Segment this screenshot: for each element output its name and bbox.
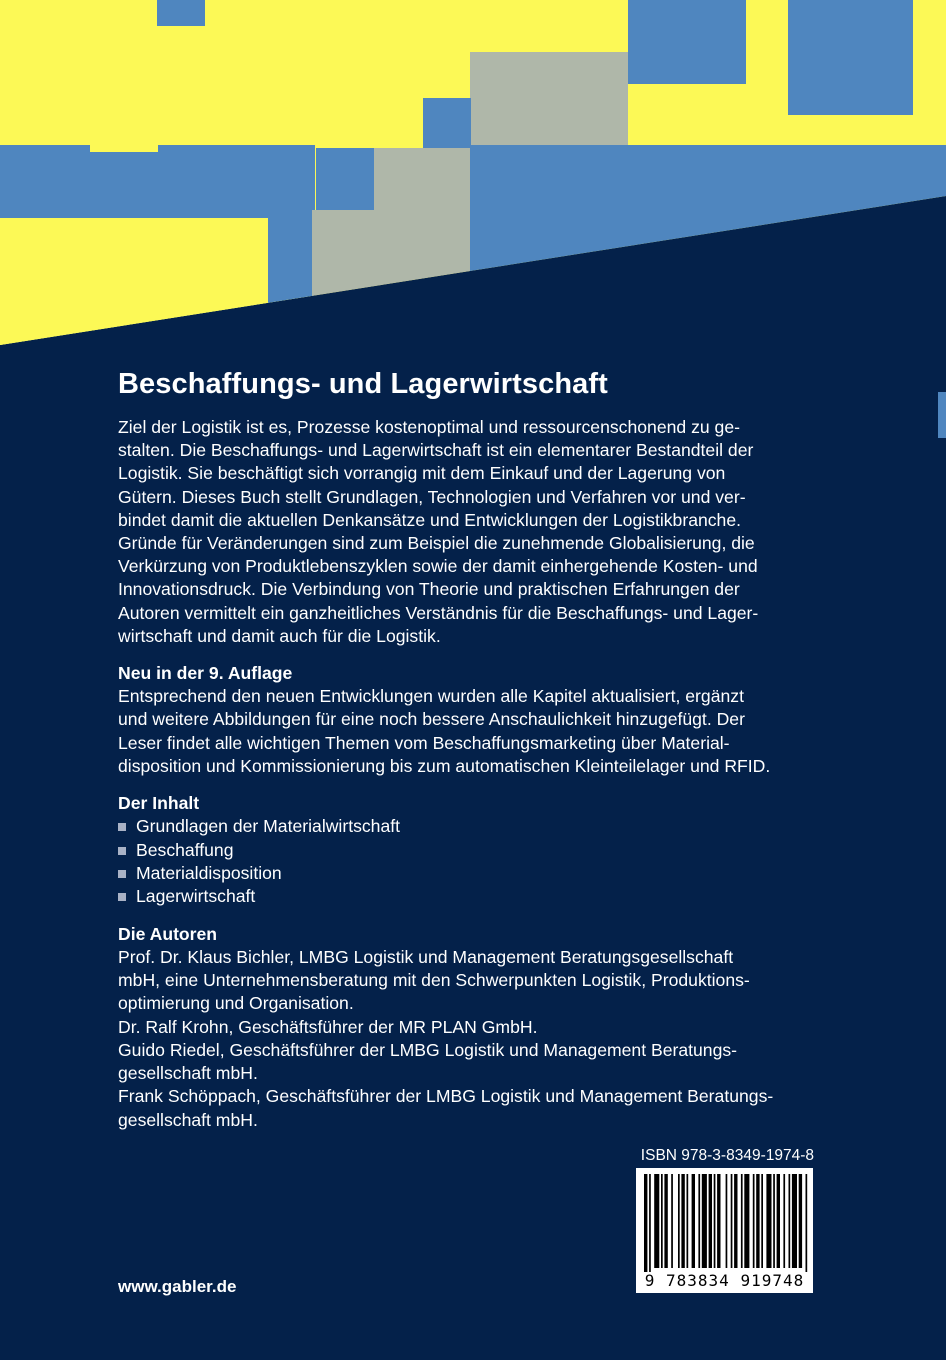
list-item (118, 885, 818, 908)
cover-text (118, 366, 818, 1132)
barcode-bar (702, 1174, 707, 1268)
barcode-bar (806, 1174, 808, 1272)
barcode-bar (709, 1174, 712, 1268)
list-item (118, 839, 818, 862)
authors-line: mbH, eine Unternehmensberatung mit den Schwerpunkten Logistik, Produktions- (118, 970, 750, 991)
barcode-bar (698, 1174, 700, 1268)
barcode-bar (766, 1174, 771, 1268)
mosaic-blue-mid (423, 98, 471, 150)
authors-line: Frank Schöppach, Geschäftsführer der LMBG Logistik und Management Beratungs- (118, 1086, 774, 1107)
list-item (118, 862, 818, 885)
list-item-label: Grundlagen der Materialwirtschaft (136, 816, 401, 837)
book-title: Beschaffungs- und Lagerwirtschaft (118, 368, 608, 400)
intro-line: Gütern. Dieses Buch stellt Grundlagen, Technologien und Verfahren vor und ver- (118, 486, 746, 507)
new-edition-line: Leser findet alle wichtigen Themen vom Beschaffungsmarketing über Material- (118, 732, 730, 753)
new-edition-section (118, 662, 818, 778)
barcode-bar (783, 1174, 785, 1268)
barcode-bar (734, 1174, 737, 1268)
barcode (636, 1168, 813, 1293)
barcode-bars (636, 1168, 813, 1272)
mosaic-yellow-left (90, 82, 158, 152)
mosaic-gray-upper (470, 52, 628, 152)
barcode-bar (731, 1174, 733, 1268)
barcode-bar (777, 1174, 780, 1268)
barcode-bar (792, 1174, 797, 1268)
barcode-bar (681, 1174, 684, 1268)
list-item-label: Beschaffung (136, 839, 234, 860)
intro-paragraph (118, 416, 818, 648)
barcode-bar (726, 1174, 728, 1268)
barcode-bar (649, 1174, 651, 1272)
barcode-bar (664, 1174, 667, 1268)
list-item-label: Lagerwirtschaft (136, 886, 256, 907)
publisher-website: www.gabler.de (118, 1277, 237, 1296)
list-item (118, 815, 818, 838)
list-item-label: Materialdisposition (136, 863, 282, 884)
barcode-bar (678, 1174, 680, 1268)
authors-section (118, 923, 818, 1132)
mosaic-blue-inner (316, 148, 374, 210)
barcode-bar (717, 1174, 720, 1268)
intro-line: Ziel der Logistik ist es, Prozesse kostenoptimal und ressourcenschonend zu ge- (118, 417, 740, 437)
intro-line: Gründe für Veränderungen sind zum Beispiel die zunehmende Globalisierung, die (118, 533, 755, 554)
contents-section (118, 792, 818, 909)
mosaic-blue-right (470, 145, 946, 350)
authors-line: gesellschaft mbH. (118, 1109, 258, 1130)
barcode-bar (744, 1174, 749, 1268)
barcode-bar (661, 1174, 663, 1268)
new-edition-heading: Neu in der 9. Auflage (118, 663, 293, 684)
mosaic-blue-top (157, 0, 205, 26)
edge-color-mark (938, 392, 946, 438)
intro-line: Logistik. Sie beschäftigt sich vorrangig mit dem Einkauf und der Lagerung von (118, 463, 726, 484)
barcode-bar (644, 1174, 647, 1272)
barcode-bar (714, 1174, 716, 1268)
intro-line: Verkürzung von Produktlebenszyklen sowie der damit einhergehende Kosten- und (118, 556, 758, 577)
barcode-bar (687, 1174, 689, 1268)
intro-line: Autoren vermittelt ein ganzheitliches Verständnis für die Beschaffungs- und Lager- (118, 602, 759, 623)
mosaic-gray-lower (374, 148, 470, 350)
square-bullet-icon (118, 893, 126, 901)
barcode-bar (692, 1174, 695, 1268)
mosaic-blue-top-right (628, 0, 746, 84)
authors-line: Guido Riedel, Geschäftsführer der LMBG Logistik und Management Beratungs- (118, 1039, 738, 1060)
mosaic-gray-step (312, 210, 374, 350)
barcode-bar (773, 1174, 775, 1268)
barcode-bar (799, 1174, 802, 1268)
authors-line: Dr. Ralf Krohn, Geschäftsführer der MR PLAN GmbH. (118, 1016, 538, 1037)
authors-heading: Die Autoren (118, 923, 218, 944)
barcode-bar (789, 1174, 791, 1268)
square-bullet-icon (118, 823, 126, 831)
mosaic-blue-small (268, 258, 312, 350)
cover-mosaic-graphic (0, 0, 946, 350)
mosaic-yellow-step (0, 258, 310, 350)
barcode-bar (753, 1174, 755, 1268)
barcode-bar (756, 1174, 759, 1268)
barcode-digits: 9 783834 919748 (644, 1271, 805, 1290)
square-bullet-icon (118, 870, 126, 878)
new-edition-line: disposition und Kommissionierung bis zum automatischen Kleinteilelager und RFID. (118, 755, 771, 776)
authors-line: optimierung und Organisation. (118, 993, 354, 1014)
barcode-bar (671, 1174, 673, 1268)
contents-list (118, 815, 818, 909)
barcode-bar (761, 1174, 763, 1268)
new-edition-line: Entsprechend den neuen Entwicklungen wurden alle Kapitel aktualisiert, ergänzt (118, 686, 744, 707)
barcode-bar (741, 1174, 743, 1268)
barcode-bar (654, 1174, 659, 1268)
new-edition-line: und weitere Abbildungen für eine noch bessere Anschaulichkeit hinzugefügt. Der (118, 709, 745, 730)
authors-line: Prof. Dr. Klaus Bichler, LMBG Logistik und Management Beratungsgesellschaft (118, 947, 734, 968)
mosaic-blue-corner (788, 0, 913, 115)
intro-line: stalten. Die Beschaffungs- und Lagerwirtschaft ist ein elementarer Bestandteil der (118, 440, 754, 461)
intro-line: wirtschaft und damit auch für die Logistik. (118, 625, 441, 646)
contents-heading: Der Inhalt (118, 793, 200, 814)
square-bullet-icon (118, 847, 126, 855)
intro-line: Innovationsdruck. Die Verbindung von Theorie und praktischen Erfahrungen der (118, 579, 740, 600)
authors-line: gesellschaft mbH. (118, 1063, 258, 1084)
isbn-number: ISBN 978-3-8349-1974-8 (640, 1147, 814, 1164)
intro-line: bindet damit die aktuellen Denkansätze und Entwicklungen der Logistikbranche. (118, 509, 742, 530)
